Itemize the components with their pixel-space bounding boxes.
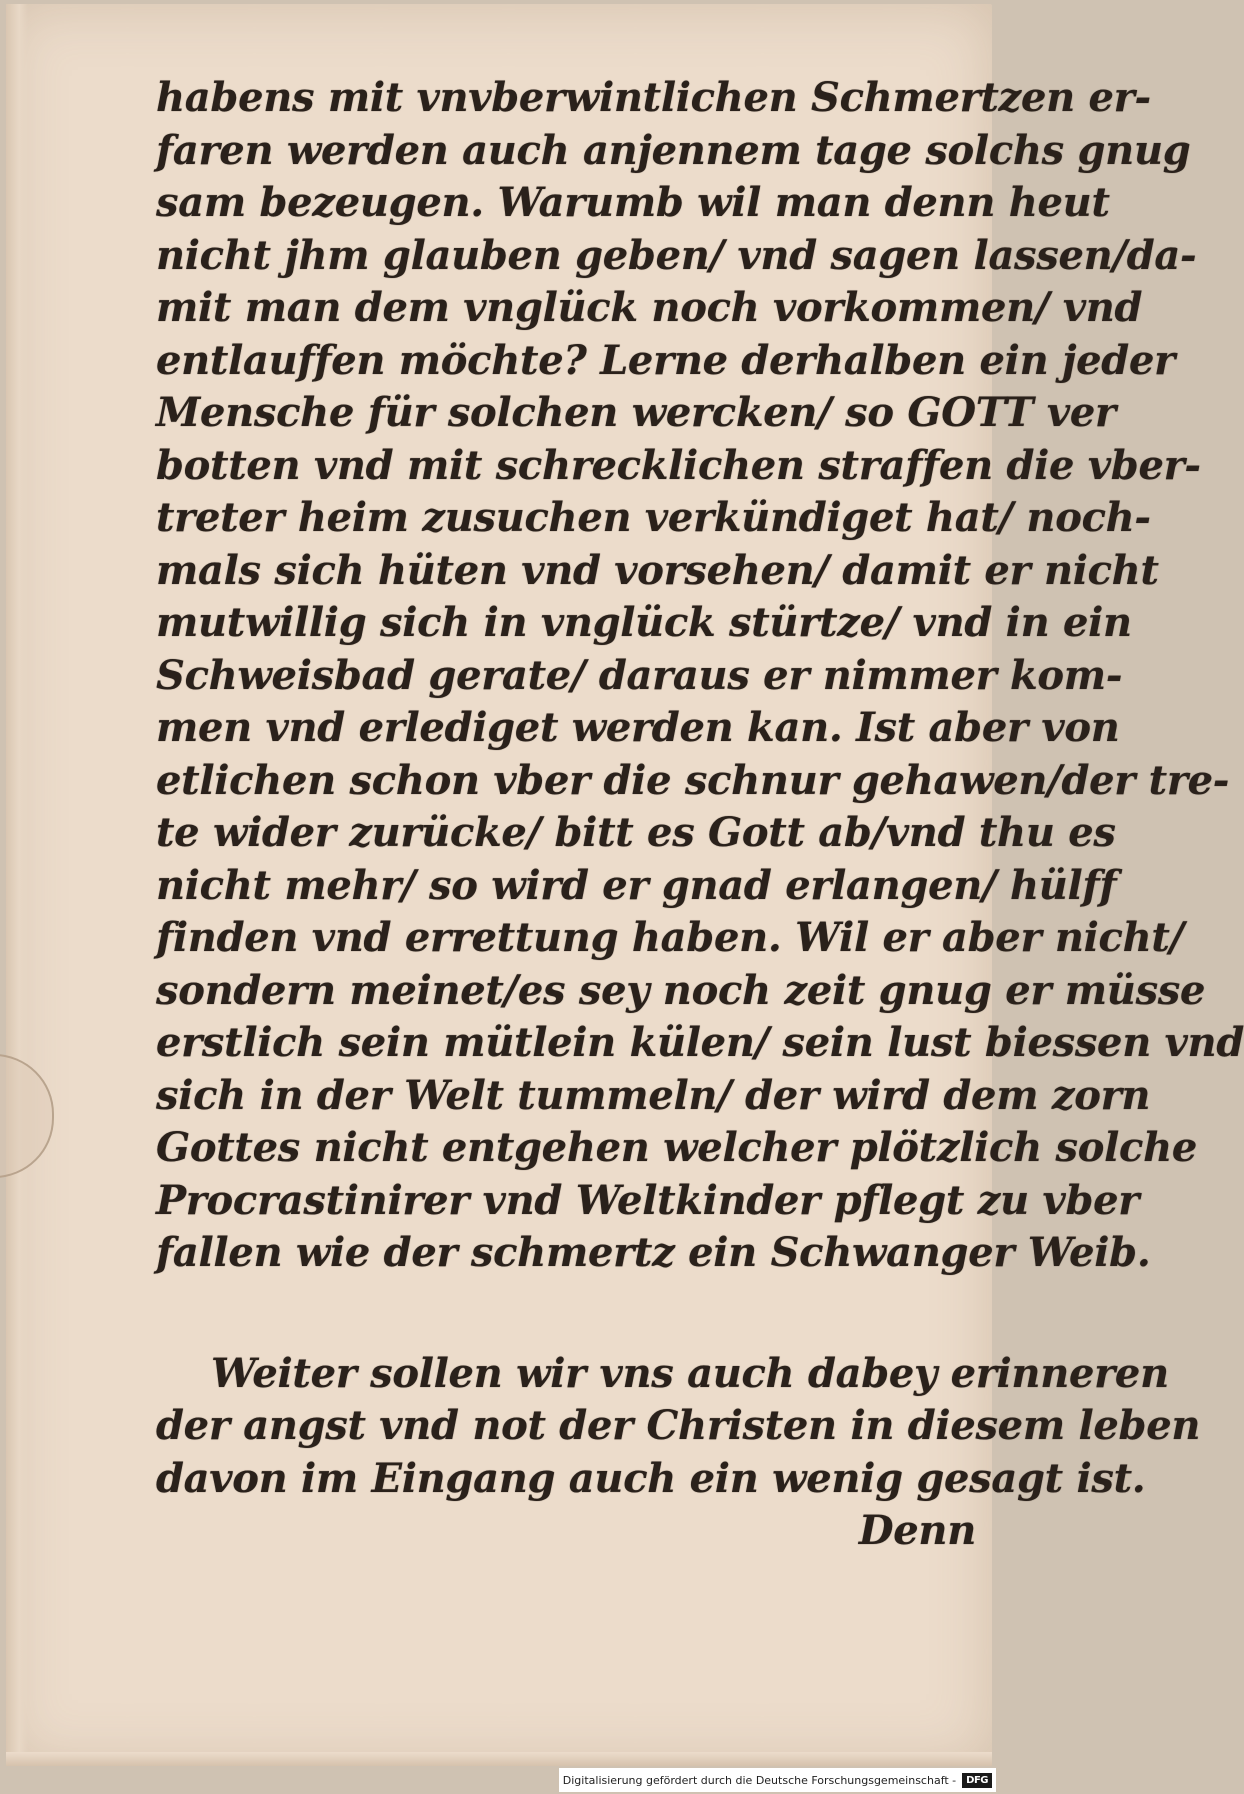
text-line: Schweisbad gerate/ daraus er nimmer kom- — [156, 651, 1123, 699]
text-line: nicht mehr/ so wird er gnad erlangen/ hülff — [156, 861, 1117, 909]
text-line: sam bezeugen. Warumb wil man denn heut — [156, 179, 1110, 226]
page-text — [156, 72, 1244, 1558]
text-line: treter heim zusuchen verkündiget hat/ noch- — [156, 494, 1151, 541]
page-gutter — [6, 4, 28, 1766]
credit-text: Digitalisierung gefördert durch die Deutsche Forschungsgemeinschaft - — [562, 1773, 957, 1787]
text-line: men vnd erlediget werden kan. Ist aber von — [156, 704, 1120, 751]
page-bottom-edge — [6, 1752, 992, 1766]
text-line: mit man dem vnglück noch vorkommen/ vnd — [156, 284, 1143, 331]
text-line: erstlich sein mütlein külen/ sein lust biessen vnd — [156, 1019, 1244, 1066]
page-tab-notch — [0, 1054, 54, 1178]
text-line: Mensche für solchen wercken/ so GOTT ver — [156, 389, 1116, 436]
text-line: davon im Eingang auch ein wenig gesagt ist. — [156, 1454, 1146, 1502]
text-line: Procrastinirer vnd Weltkinder pflegt zu vber — [156, 1176, 1140, 1224]
text-line: faren werden auch anjennem tage solchs gnug — [156, 126, 1191, 174]
text-line: nicht jhm glauben geben/ vnd sagen lassen/da- — [156, 231, 1197, 279]
dfg-logo: DFG — [962, 1773, 992, 1788]
text-line: finden vnd errettung haben. Wil er aber nicht/ — [156, 914, 1184, 961]
text-line: Gottes nicht entgehen welcher plötzlich solche — [156, 1124, 1198, 1171]
text-line: Weiter sollen wir vns auch dabey erinneren — [211, 1349, 1169, 1397]
text-line: mutwillig sich in vnglück stürtze/ vnd in ein — [156, 599, 1132, 646]
paragraph-gap — [156, 1280, 986, 1348]
text-line: sich in der Welt tummeln/ der wird dem zorn — [156, 1071, 1151, 1119]
text-line: entlauffen möchte? Lerne derhalben ein jeder — [156, 336, 1175, 384]
text-line: habens mit vnvberwintlichen Schmertzen er- — [156, 74, 1151, 121]
catchword: Denn — [858, 1507, 976, 1554]
text-line: sondern meinet/es sey noch zeit gnug er müsse — [156, 966, 1206, 1014]
text-line: mals sich hüten vnd vorsehen/ damit er nicht — [156, 546, 1159, 594]
digitization-credit — [559, 1768, 996, 1792]
text-line: etlichen schon vber die schnur gehawen/der tre- — [156, 756, 1230, 804]
book-page — [6, 4, 1244, 1766]
text-line: te wider zurücke/ bitt es Gott ab/vnd thu es — [156, 809, 1116, 856]
text-line: fallen wie der schmertz ein Schwanger Weib. — [156, 1229, 1151, 1276]
text-line: der angst vnd not der Christen in diesem leben — [156, 1402, 1201, 1449]
text-line: botten vnd mit schrecklichen straffen die vber- — [156, 441, 1201, 489]
